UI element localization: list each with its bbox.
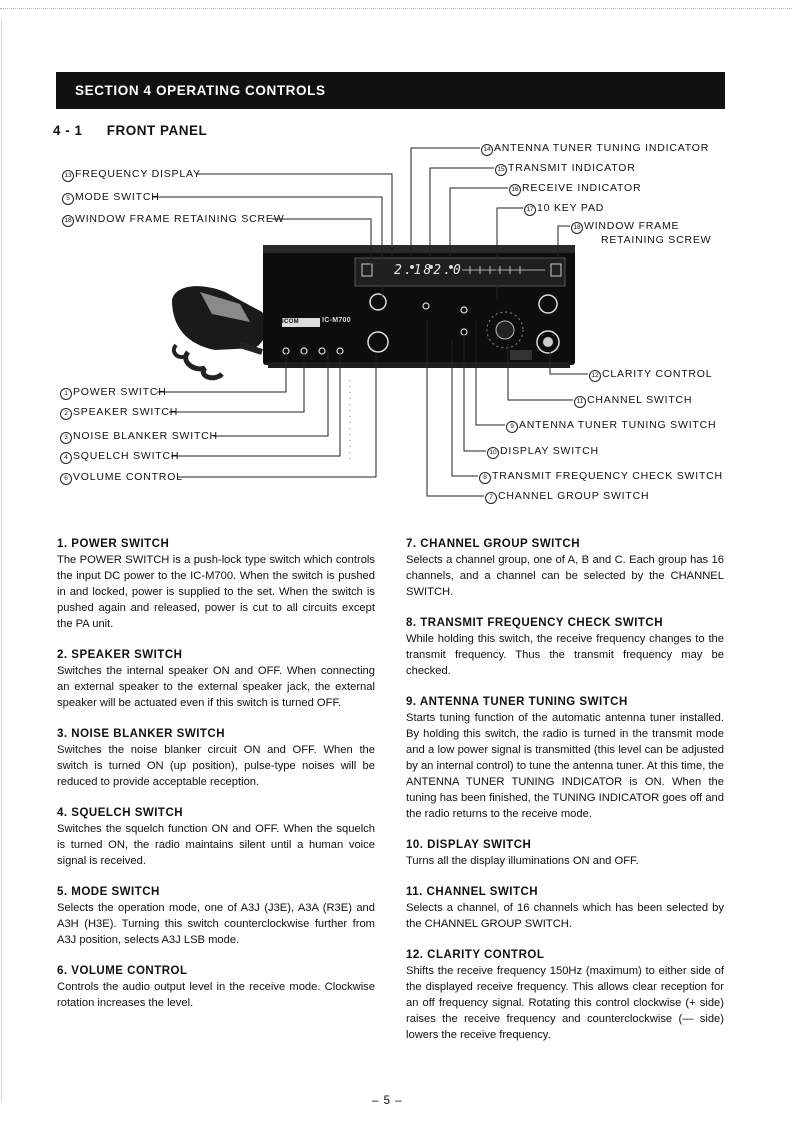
description-item: [406, 615, 724, 679]
subsection-title: FRONT PANEL: [106, 123, 208, 138]
callout-number: 1: [60, 388, 72, 400]
item-body: Selects a channel group, one of A, B and C. Each group has 16 channels, and a channel can be selected by the CHANNEL SWITCH.: [406, 554, 724, 598]
item-title: 5. MODE SWITCH: [57, 886, 160, 898]
callout-transmit-indicator: [495, 162, 636, 176]
callout-text: CHANNEL GROUP SWITCH: [498, 490, 650, 502]
callout-frequency-display: [62, 168, 201, 182]
callout-text: WINDOW FRAME: [584, 220, 680, 232]
callout-text: POWER SWITCH: [73, 386, 167, 398]
callout-text: TRANSMIT INDICATOR: [508, 162, 636, 174]
callout-noise-blanker-switch: [60, 430, 218, 444]
callout-number: 5: [62, 193, 74, 205]
description-column-right: [406, 536, 724, 1058]
callout-number: 16: [509, 184, 521, 196]
callout-number: 6: [60, 473, 72, 485]
item-body: Switches the internal speaker ON and OFF. When connecting an external speaker to the external speaker jack, the external speaker will be actuated even if this switch is turned OFF.: [57, 665, 375, 709]
item-body: Selects a channel, of 16 channels which has been selected by the CHANNEL GROUP SWITCH.: [406, 902, 724, 930]
callout-clarity-control: [589, 368, 712, 382]
brand-text: ICOM: [282, 319, 299, 325]
item-body: Selects the operation mode, one of A3J (J3E), A3A (R3E) and A3H (H3E). Turning this switch counterclockwise further from A3J position, selects A3J LSB mode.: [57, 902, 375, 946]
callout-number: 2: [60, 408, 72, 420]
description-item: [406, 947, 724, 1043]
callout-speaker-switch: [60, 406, 178, 420]
description-item: [406, 536, 724, 600]
description-item: [57, 884, 375, 948]
description-item: [57, 726, 375, 790]
callout-text: DISPLAY SWITCH: [500, 445, 599, 457]
callout-window-frame-right-line2: RETAINING SCREW: [601, 234, 712, 246]
callout-text: CHANNEL SWITCH: [587, 394, 693, 406]
callout-text: SQUELCH SWITCH: [73, 450, 180, 462]
front-panel-diagram: [0, 0, 792, 520]
callout-text: TRANSMIT FREQUENCY CHECK SWITCH: [492, 470, 723, 482]
callout-text: CLARITY CONTROL: [602, 368, 713, 380]
callout-text: WINDOW FRAME RETAINING SCREW: [75, 213, 285, 225]
radio-model-label: IC-M700: [322, 317, 351, 324]
callout-text: FREQUENCY DISPLAY: [75, 168, 201, 180]
section-title: SECTION 4 OPERATING CONTROLS: [75, 83, 326, 98]
item-title: 11. CHANNEL SWITCH: [406, 886, 539, 898]
callout-antenna-tuner-tuning-switch: [506, 419, 716, 433]
callout-antenna-tuner-tuning-indicator: [481, 142, 709, 156]
frequency-readout: 2.182.0: [394, 263, 463, 278]
description-column-left: [57, 536, 375, 1026]
item-title: 2. SPEAKER SWITCH: [57, 649, 183, 661]
description-item: [57, 536, 375, 632]
item-title: 9. ANTENNA TUNER TUNING SWITCH: [406, 696, 628, 708]
callout-window-frame-right: [571, 220, 679, 234]
microphone-illustration: [172, 286, 267, 378]
callout-number: 8: [479, 472, 491, 484]
item-title: 1. POWER SWITCH: [57, 538, 170, 550]
callout-mode-switch: [62, 191, 160, 205]
callout-text: NOISE BLANKER SWITCH: [73, 430, 218, 442]
callout-power-switch: [60, 386, 167, 400]
callout-display-switch: [487, 445, 599, 459]
callout-channel-switch: [574, 394, 692, 408]
callout-number: 11: [574, 396, 586, 408]
description-item: [57, 647, 375, 711]
callout-number: 10: [487, 447, 499, 459]
callout-text: MODE SWITCH: [75, 191, 160, 203]
item-body: Controls the audio output level in the receive mode. Clockwise rotation increases the level.: [57, 981, 375, 1009]
description-item: [406, 884, 724, 932]
callout-number: 4: [60, 452, 72, 464]
item-title: 6. VOLUME CONTROL: [57, 965, 188, 977]
callout-transmit-frequency-check-switch: [479, 470, 723, 484]
callout-number: 3: [60, 432, 72, 444]
item-title: 7. CHANNEL GROUP SWITCH: [406, 538, 581, 550]
callout-text: VOLUME CONTROL: [73, 471, 183, 483]
callout-text: SPEAKER SWITCH: [73, 406, 179, 418]
callout-squelch-switch: [60, 450, 179, 464]
item-body: The POWER SWITCH is a push-lock type switch which controls the input DC power to the IC-M700. When the switch is pushed in and locked, power is supplied to the set. When the switch is pushed again and released, power is cut to all circuits except the PA unit.: [57, 554, 375, 630]
callout-channel-group-switch: [485, 490, 649, 504]
callout-text: ANTENNA TUNER TUNING INDICATOR: [494, 142, 710, 154]
callout-number: 18: [571, 222, 583, 234]
callout-window-frame-left: [62, 213, 284, 227]
item-body: While holding this switch, the receive frequency changes to the transmit frequency. Thus the transmit frequency may be checked.: [406, 633, 724, 677]
description-item: [406, 837, 724, 869]
description-item: [406, 694, 724, 822]
callout-receive-indicator: [509, 182, 641, 196]
callout-10-key-pad: [524, 202, 604, 216]
callout-text: RECEIVE INDICATOR: [522, 182, 642, 194]
page-number: – 5 –: [372, 1095, 403, 1107]
callout-number: 15: [495, 164, 507, 176]
item-title: 12. CLARITY CONTROL: [406, 949, 545, 961]
item-title: 10. DISPLAY SWITCH: [406, 839, 532, 851]
callout-number: 12: [589, 370, 601, 382]
item-title: 4. SQUELCH SWITCH: [57, 807, 184, 819]
callout-text: 10 KEY PAD: [537, 202, 605, 214]
callout-number: 18: [62, 215, 74, 227]
item-body: Shifts the receive frequency 150Hz (maximum) to either side of the displayed receive frequency. This allows clear reception for an off frequency signal. Rotating this control clockwise (+ side) raises the receive frequency and counterclockwise (— side) lowers the receive frequency.: [406, 965, 724, 1041]
callout-text: ANTENNA TUNER TUNING SWITCH: [519, 419, 717, 431]
description-item: [57, 963, 375, 1011]
callout-number: 14: [481, 144, 493, 156]
item-body: Switches the noise blanker circuit ON and OFF. When the switch is turned ON (up position), pulse-type noises will be reduced to provide acceptable reception.: [57, 744, 375, 788]
item-title: 8. TRANSMIT FREQUENCY CHECK SWITCH: [406, 617, 664, 629]
callout-volume-control: [60, 471, 183, 485]
callout-number: 13: [62, 170, 74, 182]
item-body: Starts tuning function of the automatic antenna tuner installed. By holding this switch, the radio is turned in the transmit mode and a low power signal is transmitted (this level can be adjusted by an internal control) to tune the antenna tuner. At this time, the ANTENNA TUNER TUNING INDICATOR is ON. When the tuning has been finished, the TUNING INDICATOR goes off and the radio returns to the receive mode.: [406, 712, 724, 820]
callout-number: 9: [506, 421, 518, 433]
item-title: 3. NOISE BLANKER SWITCH: [57, 728, 226, 740]
description-item: [57, 805, 375, 869]
radio-brand-logo: [282, 319, 299, 325]
item-body: Switches the squelch function ON and OFF. When the squelch is turned ON, the radio maintains silent until a human voice signal is received.: [57, 823, 375, 867]
callout-number: 7: [485, 492, 497, 504]
item-body: Turns all the display illuminations ON and OFF.: [406, 855, 639, 867]
callout-number: 17: [524, 204, 536, 216]
subsection-number: 4 - 1: [53, 123, 83, 138]
